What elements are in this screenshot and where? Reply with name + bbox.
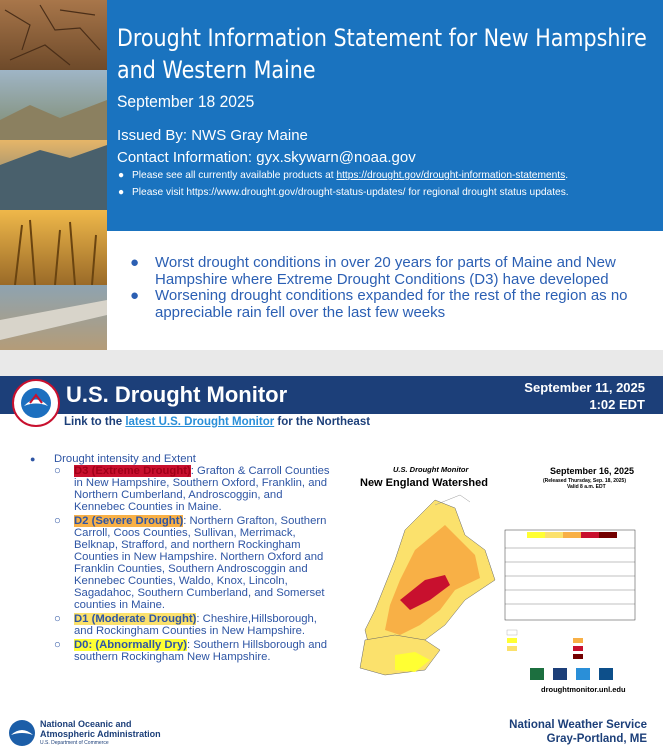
- d1-item: [30, 613, 330, 637]
- key-point: [130, 288, 650, 321]
- page-title: [117, 22, 647, 86]
- drought-monitor-slide: [0, 376, 663, 750]
- status-updates-text: Please visit https://www.drought.gov/drought-status-updates/ for regional drought status updates.: [132, 187, 569, 198]
- intensity-heading: [30, 453, 330, 465]
- bullet-dot: ●: [118, 187, 125, 198]
- contact-info: Contact Information: gyx.skywarn@noaa.gov: [117, 149, 416, 166]
- bullet-dot: ●: [118, 170, 125, 181]
- noaa-logo-icon: [8, 719, 36, 747]
- circle-bullet-icon: ○: [54, 465, 61, 477]
- drought-statements-link[interactable]: https://drought.gov/drought-information-statements: [336, 170, 566, 181]
- key-points-list: [130, 255, 650, 321]
- map-valid-time: Valid 8 a.m. EDT: [567, 484, 606, 490]
- drought-photo-collage: [0, 0, 107, 350]
- d3-text: : Grafton & Carroll Counties in New Hampshire, Southern Oxford, Franklin, and Northern Cumberland, Androscoggin, and Kennebec Counties in Maine.: [74, 465, 330, 513]
- circle-bullet-icon: ○: [54, 639, 61, 651]
- usdm-header-bar: [0, 376, 663, 414]
- nws-line-1: National Weather Service: [509, 719, 647, 731]
- drought-statement-slide: [0, 0, 663, 350]
- circle-bullet-icon: ○: [54, 515, 61, 527]
- doc-name: U.S. Department of Commerce: [40, 740, 109, 746]
- d3-label: D3 (Extreme Drought): [74, 465, 191, 477]
- bullet-dot: ●: [30, 454, 36, 464]
- d2-text: : Northern Grafton, Southern Carroll, Coos Counties, Sullivan, Merrimack, Belknap, Strafford, and northern Rockingham Counties in New Hampshire. Northern Oxford and Franklin Counties, Southern Androscoggin and Kennebec Counties, Waldo, Knox, Lincoln, Sagadahoc, Southern Cumberland, and Somerset counties in Maine.: [74, 515, 327, 611]
- d1-label: D1 (Moderate Drought): [74, 613, 197, 625]
- noaa-name: [40, 719, 161, 739]
- drought-intensity-list: [30, 453, 330, 663]
- usdm-time: 1:02 EDT: [589, 397, 645, 412]
- map-url: droughtmonitor.unl.edu: [541, 685, 626, 694]
- key-point-text: Worst drought conditions in over 20 years for parts of Maine and New Hampshire where Extreme Drought Conditions (D3) have developed: [155, 254, 616, 288]
- new-england-drought-map: [345, 490, 645, 685]
- link-suffix: for the Northeast: [274, 416, 371, 428]
- drought-monitor-map[interactable]: [345, 460, 645, 700]
- title-line-1: Drought Information Statement for New Hampshire: [117, 24, 647, 52]
- statement-header: [107, 0, 663, 231]
- d0-text: : Southern Hillsborough and southern Rockingham New Hampshire.: [74, 639, 328, 663]
- usdm-link-line: [64, 416, 370, 428]
- products-bullet: [118, 170, 569, 181]
- statement-date: September 18 2025: [117, 92, 255, 111]
- d0-label: D0: (Abnormally Dry): [74, 639, 187, 651]
- nws-office: [509, 718, 647, 746]
- map-caption: U.S. Drought Monitor: [393, 465, 469, 474]
- products-bullet-end: .: [565, 170, 569, 181]
- map-region-title: New England Watershed: [360, 477, 488, 489]
- d1-text: : Cheshire,Hillsborough, and Rockingham Counties in New Hampshire.: [74, 613, 317, 637]
- intensity-title: Drought intensity and Extent: [54, 453, 196, 465]
- key-point: [130, 255, 650, 288]
- noaa-line-2: Atmospheric Administration: [40, 729, 161, 739]
- products-bullet-text: Please see all currently available products at: [132, 170, 337, 181]
- usdm-date: September 11, 2025: [524, 380, 645, 395]
- nws-logo-icon: [12, 379, 60, 427]
- bullet-dot: ●: [130, 254, 140, 271]
- d2-label: D2 (Severe Drought): [74, 515, 184, 527]
- circle-bullet-icon: ○: [54, 613, 61, 625]
- link-prefix: Link to the: [64, 416, 126, 428]
- usdm-link[interactable]: latest U.S. Drought Monitor: [125, 416, 275, 428]
- title-line-2: and Western Maine: [117, 56, 316, 84]
- status-updates-bullet: [118, 187, 569, 198]
- usdm-title: U.S. Drought Monitor: [66, 382, 288, 407]
- d3-item: [30, 465, 330, 513]
- map-date: September 16, 2025: [550, 466, 635, 476]
- d2-item: [30, 515, 330, 611]
- nws-line-2: Gray-Portland, ME: [546, 733, 647, 745]
- map-released: (Released Thursday, Sep. 18, 2025): [542, 478, 626, 484]
- issued-by: Issued By: NWS Gray Maine: [117, 127, 308, 144]
- d0-item: [30, 639, 330, 663]
- noaa-line-1: National Oceanic and: [40, 719, 132, 729]
- key-point-text: Worsening drought conditions expanded for the rest of the region as no appreciable rain fell over the last few weeks: [155, 287, 628, 321]
- bullet-dot: ●: [130, 287, 140, 304]
